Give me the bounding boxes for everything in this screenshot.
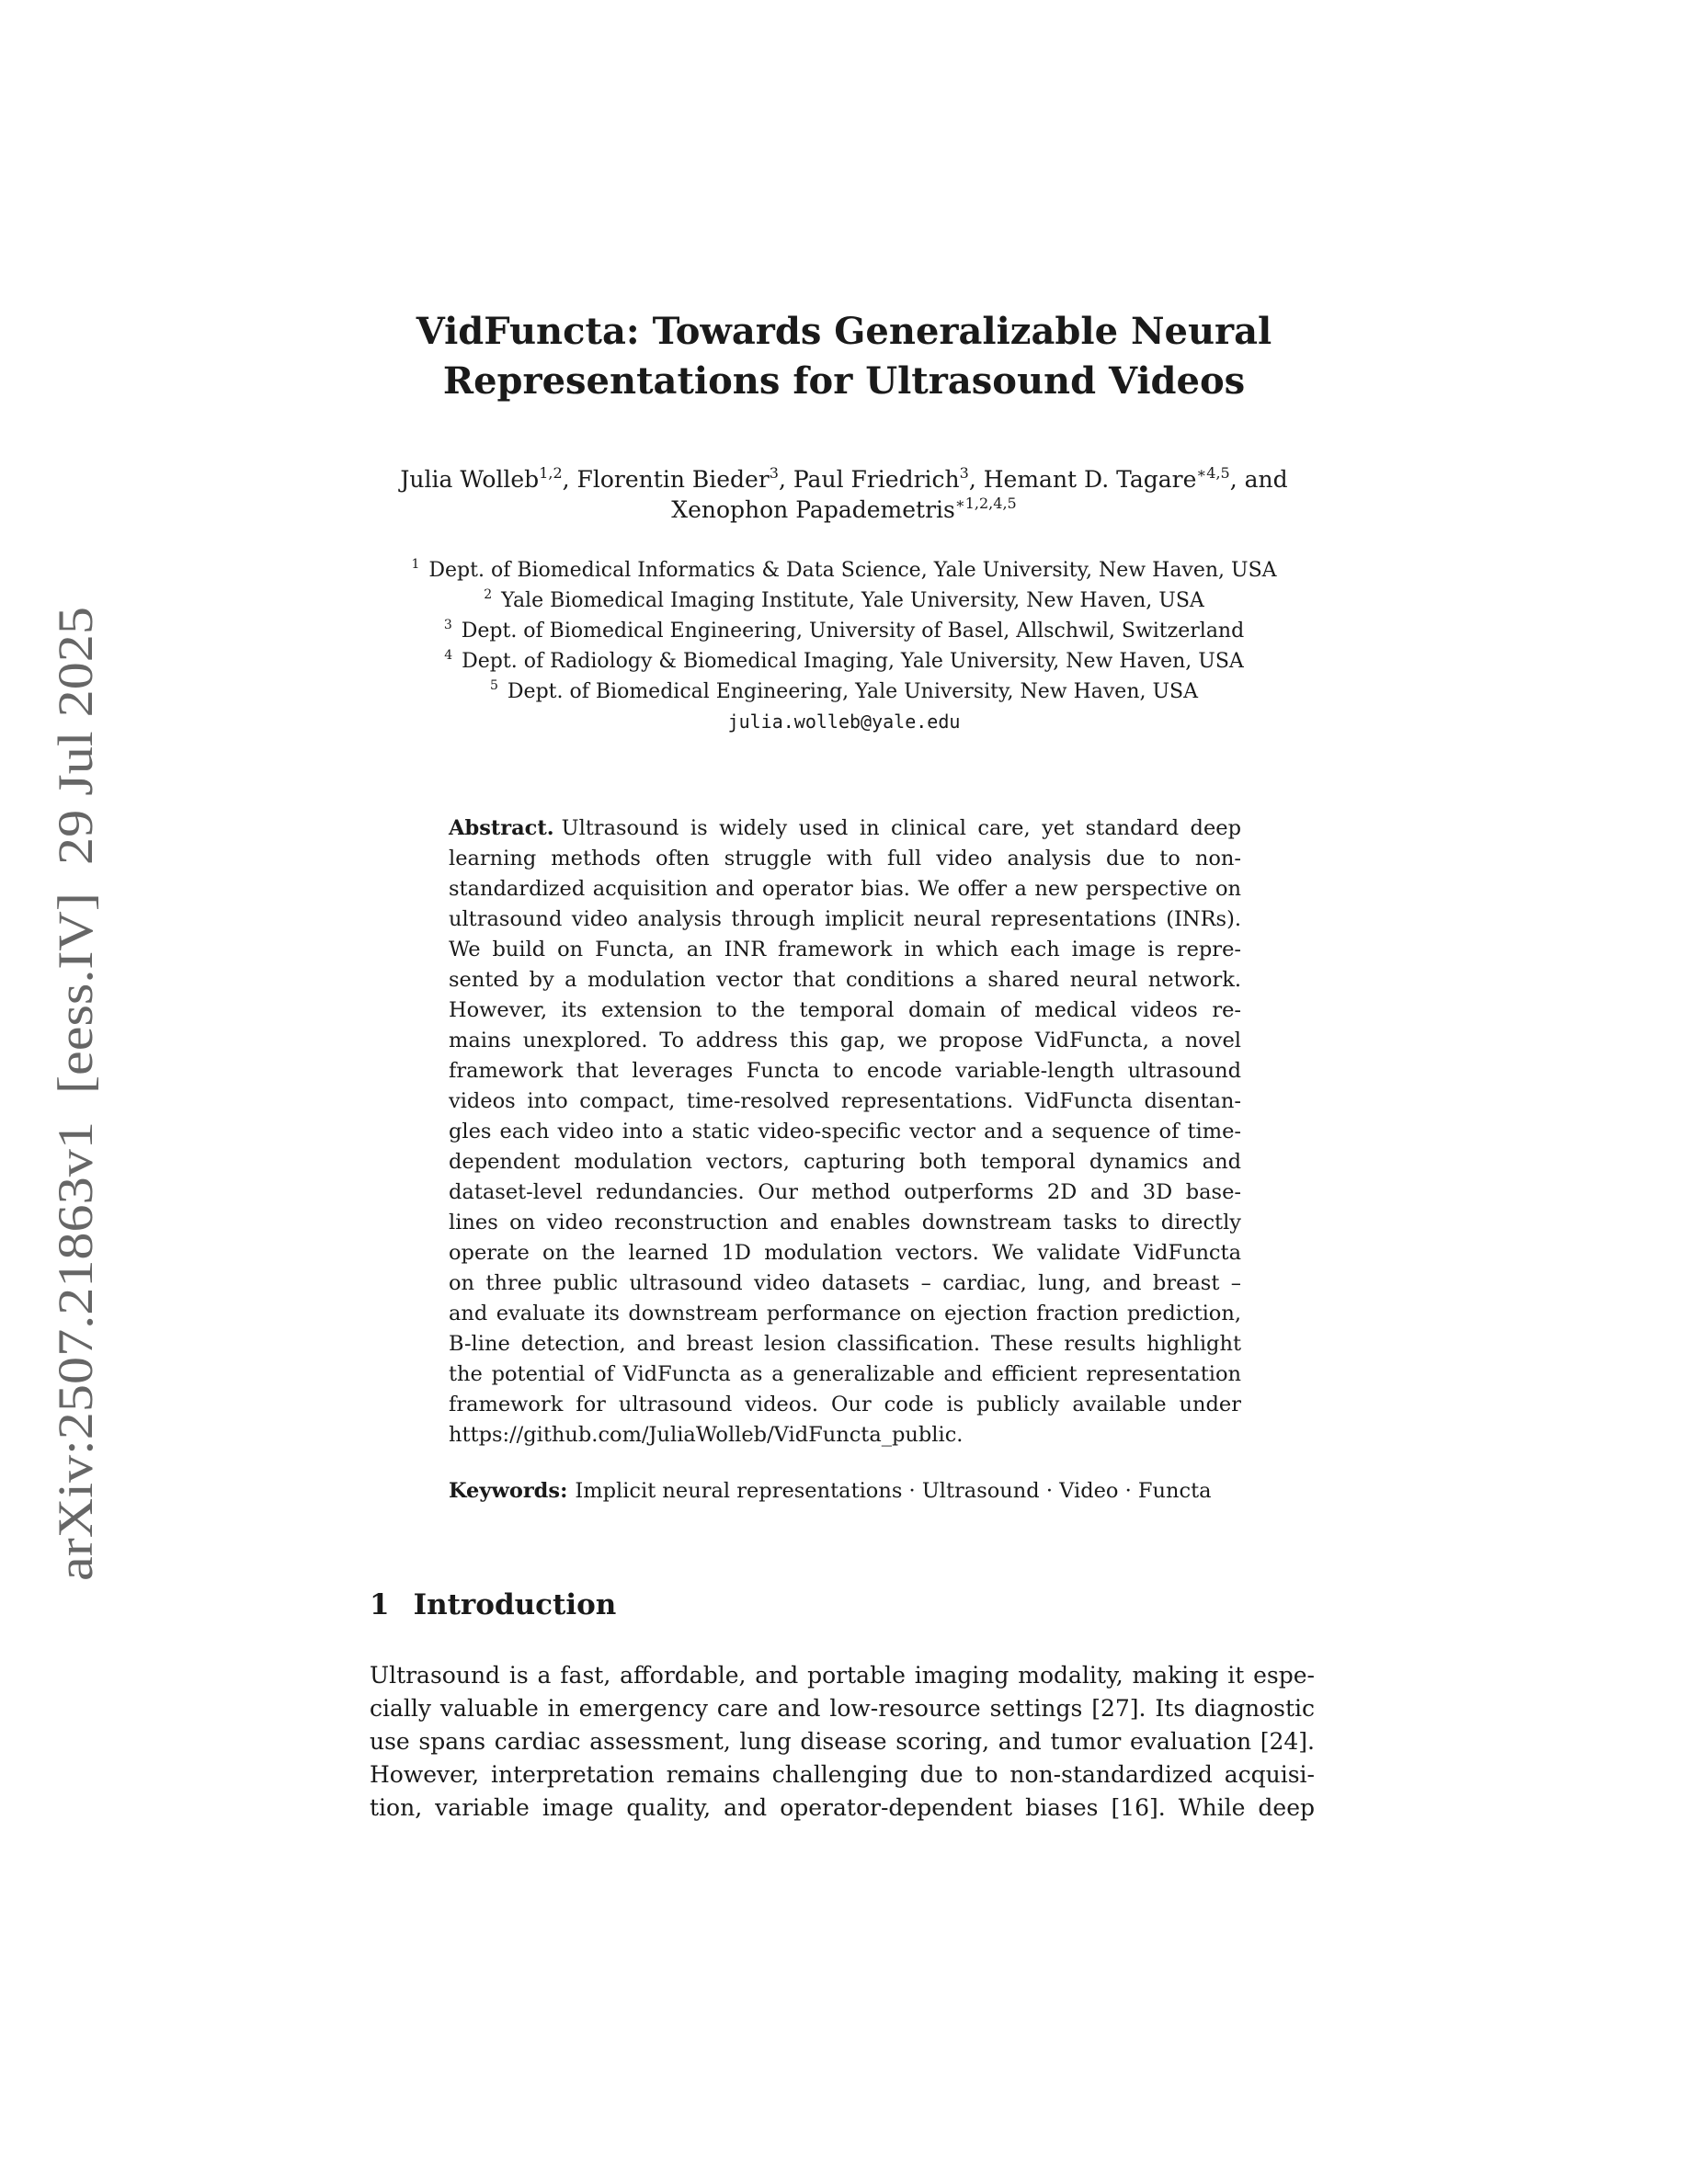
- arxiv-stamp: [40, 607, 107, 1581]
- section-heading-introduction: [370, 1588, 616, 1621]
- author-name: Xenophon Papademetris: [671, 496, 955, 523]
- abstract-line: dataset-level redundancies. Our method outperforms 2D and 3D base-: [449, 1180, 1241, 1204]
- author-separator: , and: [1229, 466, 1288, 493]
- contact-email[interactable]: julia.wolleb@yale.edu: [727, 711, 961, 733]
- author-affil-sup: ∗4,5: [1196, 464, 1230, 482]
- abstract: [449, 813, 1241, 1450]
- body-line: Ultrasound is a fast, affordable, and portable imaging modality, making it espe-: [370, 1662, 1315, 1689]
- abstract-line: operate on the learned 1D modulation vectors. We validate VidFuncta: [449, 1241, 1241, 1265]
- affiliation-text: Dept. of Radiology & Biomedical Imaging, Yale University, New Haven, USA: [462, 650, 1244, 673]
- abstract-label: Abstract.: [449, 816, 554, 840]
- author-affil-sup: ∗1,2,4,5: [954, 495, 1017, 512]
- author-affil-sup: 3: [769, 464, 779, 482]
- title-line-1: VidFuncta: Towards Generalizable Neural: [416, 310, 1272, 353]
- abstract-line: videos into compact, time-resolved representations. VidFuncta disentan-: [449, 1089, 1241, 1113]
- affiliation-item: [0, 586, 1688, 616]
- author-name: , Florentin Bieder: [562, 466, 770, 493]
- abstract-line: framework for ultrasound videos. Our code is publicly available under: [449, 1393, 1241, 1416]
- keywords: [449, 1476, 1241, 1507]
- affiliation-text: Dept. of Biomedical Engineering, University of Basel, Allschwil, Switzerland: [461, 620, 1245, 643]
- affiliation-text: Dept. of Biomedical Engineering, Yale University, New Haven, USA: [507, 680, 1198, 703]
- abstract-line: B-line detection, and breast lesion classification. These results highlight: [449, 1332, 1241, 1356]
- body-line: tion, variable image quality, and operator-dependent biases [16]. While deep: [370, 1794, 1315, 1821]
- arxiv-stamp-text: arXiv:2507.21863v1 [eess.IV] 29 Jul 2025: [48, 707, 103, 1581]
- body-line: However, interpretation remains challenging due to non-standardized acquisi-: [370, 1761, 1315, 1788]
- author-name: , Paul Friedrich: [778, 466, 960, 493]
- affiliation-number: 1: [411, 557, 420, 572]
- abstract-line: dependent modulation vectors, capturing both temporal dynamics and: [449, 1150, 1241, 1174]
- affiliation-number: 3: [443, 618, 452, 632]
- affiliation-number: 2: [484, 587, 493, 602]
- affiliation-list: [0, 555, 1688, 737]
- author-affil-sup: 3: [959, 464, 969, 482]
- affiliation-text: Dept. of Biomedical Informatics & Data Science, Yale University, New Haven, USA: [428, 559, 1277, 582]
- abstract-line: ultrasound video analysis through implicit neural representations (INRs).: [449, 907, 1241, 931]
- keywords-label: Keywords:: [449, 1479, 568, 1503]
- abstract-line: sented by a modulation vector that conditions a shared neural network.: [449, 968, 1241, 992]
- affiliation-text: Yale Biomedical Imaging Institute, Yale University, New Haven, USA: [501, 589, 1204, 612]
- abstract-line: Abstract. Ultrasound is widely used in clinical care, yet standard deep: [449, 816, 1241, 840]
- author-line-2: [0, 495, 1688, 525]
- affiliation-number: 5: [490, 678, 498, 693]
- section-title: Introduction: [413, 1588, 617, 1621]
- abstract-line: standardized acquisition and operator bias. We offer a new perspective on: [449, 877, 1241, 901]
- author-list: [0, 464, 1688, 525]
- author-name: Julia Wolleb: [400, 466, 540, 493]
- body-line: cially valuable in emergency care and low-resource settings [27]. Its diagnostic: [370, 1695, 1315, 1722]
- abstract-line: However, its extension to the temporal domain of medical videos re-: [449, 998, 1241, 1022]
- abstract-line: on three public ultrasound video datasets – cardiac, lung, and breast –: [449, 1271, 1241, 1295]
- abstract-line: framework that leverages Functa to encode variable-length ultrasound: [449, 1059, 1241, 1083]
- paper-title: [0, 307, 1688, 406]
- abstract-line: gles each video into a static video-specific vector and a sequence of time-: [449, 1120, 1241, 1143]
- affiliation-item: [0, 677, 1688, 707]
- introduction-body: [370, 1659, 1315, 1825]
- title-line-2: Representations for Ultrasound Videos: [442, 359, 1246, 403]
- code-link[interactable]: https://github.com/JuliaWolleb/VidFuncta_public.: [449, 1423, 964, 1447]
- affiliation-item: [0, 555, 1688, 586]
- section-number: 1: [370, 1588, 390, 1621]
- body-line: use spans cardiac assessment, lung disease scoring, and tumor evaluation [24].: [370, 1728, 1315, 1755]
- affiliation-number: 4: [444, 648, 453, 663]
- author-line-1: [0, 464, 1688, 495]
- author-affil-sup: 1,2: [539, 464, 563, 482]
- abstract-line: mains unexplored. To address this gap, we propose VidFuncta, a novel: [449, 1029, 1241, 1052]
- abstract-line: We build on Functa, an INR framework in which each image is repre-: [449, 938, 1241, 961]
- affiliation-item: [0, 646, 1688, 677]
- affiliation-item: [0, 616, 1688, 646]
- abstract-line: and evaluate its downstream performance on ejection fraction prediction,: [449, 1302, 1241, 1325]
- abstract-line: the potential of VidFuncta as a generalizable and efficient representation: [449, 1362, 1241, 1386]
- abstract-line: lines on video reconstruction and enables downstream tasks to directly: [449, 1211, 1241, 1234]
- keywords-text: Implicit neural representations · Ultrasound · Video · Functa: [575, 1479, 1212, 1503]
- author-name: , Hemant D. Tagare: [968, 466, 1197, 493]
- abstract-line: learning methods often struggle with full video analysis due to non-: [449, 847, 1241, 870]
